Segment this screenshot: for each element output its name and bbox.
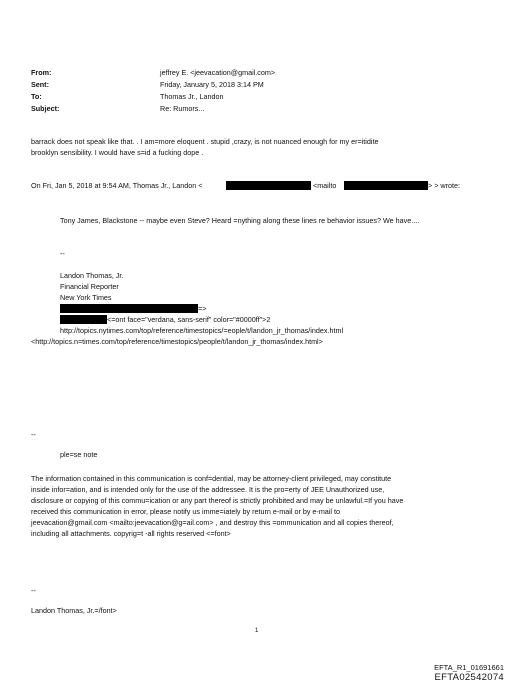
separator-dashes: --: [60, 249, 65, 258]
quote-header-part-b: <mailto: [313, 181, 337, 190]
please-note: ple=se note: [60, 450, 98, 459]
confidentiality-line-2: inside infor=ation, and is intended only for the use of the addressee. It is the pro=erty of JEE Unauthorized use,: [31, 485, 385, 494]
separator-dashes: --: [31, 430, 36, 439]
footer-id-2: EFTA02542074: [434, 672, 504, 683]
signature-name: Landon Thomas, Jr.: [60, 271, 124, 280]
quote-header-part-a: On Fri, Jan 5, 2018 at 9:54 AM, Thomas Jr., Landon <: [31, 181, 203, 190]
confidentiality-line-4: received this communication in error, please notify us imme=iately by return e-mail or by e-mail to: [31, 507, 340, 516]
confidentiality-line-5: jeevacation@gmail.com <mailto:jeevacation@g=ail.com> , and destroy this =ommunication and all copies thereof,: [31, 518, 394, 527]
confidentiality-line-6: including all attachments. copyrig=t -all rights reserved <=font>: [31, 529, 231, 538]
signature-title: Financial Reporter: [60, 282, 119, 291]
quoted-text: Tony James, Blackstone -- maybe even Steve? Heard =nything along these lines re behavior issues? We have....: [60, 216, 420, 225]
quote-header-part-c: > > wrote:: [428, 181, 460, 190]
footer-id-1: EFTA_R1_01691661: [434, 663, 504, 672]
confidentiality-line-3: disclosure or copying of this commu=ication or any part thereof is strictly prohibited and may be unlawful.=If you have: [31, 496, 404, 505]
from-value: jeffrey E. <jeevacation@gmail.com>: [160, 68, 276, 77]
signature-font-line: <=ont face="verdana, sans-serif" color="#0000ff">2: [107, 315, 271, 324]
confidentiality-line-1: The information contained in this communication is conf=dential, may be attorney-client privileged, may constitute: [31, 474, 392, 483]
to-label: To:: [31, 92, 42, 101]
sent-value: Friday, January 5, 2018 3:14 PM: [160, 80, 264, 89]
redaction-box: [60, 315, 107, 324]
signature-url-2[interactable]: <http://topics.n=times.com/top/reference/timestopics/people/t/landon_jr_thomas/index.html>: [31, 337, 323, 346]
signature-arrow: =>: [198, 304, 207, 313]
signature-organization: New York Times: [60, 293, 112, 302]
reply-line-1: barrack does not speak like that. . I am=more eloquent . stupid ,crazy, is not nuanced enough for my er=itidite: [31, 137, 379, 146]
subject-label: Subject:: [31, 104, 60, 113]
to-value: Thomas Jr., Landon: [160, 92, 224, 101]
signature-url-1[interactable]: http://topics.nytimes.com/top/reference/timestopics/=eople/t/landon_jr_thomas/index.html: [60, 326, 344, 335]
redaction-box: [60, 304, 198, 313]
page-number: 1: [255, 628, 259, 634]
from-label: From:: [31, 68, 52, 77]
closing-signature: Landon Thomas, Jr.=/font>: [31, 606, 117, 615]
separator-dashes: --: [31, 586, 36, 595]
sent-label: Sent:: [31, 80, 49, 89]
reply-line-2: brooklyn sensibility. I would have s=id a fucking dope .: [31, 148, 204, 157]
subject-value: Re: Rumors...: [160, 104, 205, 113]
redaction-box: [226, 181, 311, 190]
redaction-box: [344, 181, 428, 190]
